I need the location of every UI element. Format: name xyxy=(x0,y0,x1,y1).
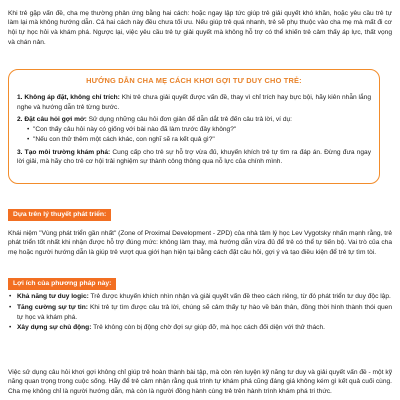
closing-paragraph: Việc sử dụng câu hỏi khơi gợi không chỉ giúp trẻ hoàn thành bài tập, mà còn rèn luyện kỹ năng tư duy và giải quyết vấn đề - một kỹ năng quan trọng trong cuộc sống. Hãy để trẻ cảm nhận rằng quá trình tự khám phá cũng đáng giá không kém gì kết quả cuối cùng. Cha mẹ không chỉ là người hướng dẫn, mà còn là người đồng hành cùng trẻ trên hành trình khám phá tri thức. xyxy=(8,368,392,396)
benefit-text: Khi trẻ tự tìm được câu trả lời, chúng sẽ cảm thấy tự hào về bản thân, đồng thời hình thành thói quen tự học và khám phá. xyxy=(17,303,392,321)
callout-item-2 xyxy=(17,115,371,125)
example-question-text: "Nếu con thử thêm một cách khác, con nghĩ sẽ ra kết quả gì?" xyxy=(32,135,215,143)
callout-item-text: Sử dụng những câu hỏi đơn giản để dẫn dắt trẻ đến câu trả lời, ví dụ: xyxy=(86,116,292,124)
callout-title: HƯỚNG DẪN CHA MẸ CÁCH KHƠI GỢI TƯ DUY CHO TRẺ: xyxy=(86,76,302,85)
benefit-label: Xây dựng sự chủ động: xyxy=(17,324,92,332)
example-question-text: "Con thấy câu hỏi này có giống với bài nào đã làm trước đây không?" xyxy=(32,126,237,134)
callout-item-1 xyxy=(17,93,371,113)
callout-item-3 xyxy=(17,148,371,168)
benefit-label: Tăng cường sự tự tin: xyxy=(17,303,88,311)
theory-paragraph: Khái niệm "Vùng phát triển gần nhất" (Zone of Proximal Development - ZPD) của nhà tâm lý học Lev Vygotsky nhấn mạnh rằng, trẻ phát triển tốt nhất khi nhận được hỗ trợ đúng mức: không làm thay, mà hướng dẫn vừa đủ để trẻ có thể tự tiến bộ. Vai trò của cha mẹ hoặc người hướng dẫn là giúp trẻ vượt qua giới hạn hiện tại bằng cách đặt câu hỏi, gợi ý và tạo điều kiện để trẻ tự tìm tòi. xyxy=(8,229,392,257)
intro-paragraph: Khi trẻ gặp vấn đề, cha mẹ thường phản ứng bằng hai cách: hoặc ngay lập tức giúp trẻ giải quyết khó khăn, hoặc yêu cầu trẻ tự làm lại mà không hướng dẫn. Cả hai cách này đều chưa tối ưu. Nếu giúp trẻ quá nhanh, trẻ sẽ phụ thuộc vào cha mẹ mà mất đi cơ hội tự học hỏi và khám phá. Ngược lại, việc yêu cầu trẻ tự giải quyết mà không hỗ trợ có thể khiến trẻ cảm thấy áp lực, thất vọng và chán nản. xyxy=(8,9,392,46)
benefits-list xyxy=(8,292,392,334)
callout-item-label: 2. Đặt câu hỏi gợi mở: xyxy=(17,116,87,124)
callout-item-text: Khi trẻ chưa giải quyết được vấn đề, thay vì chỉ trích hay bực bội, hãy kiên nhẫn lắng nghe và hướng dẫn trẻ từng bước. xyxy=(17,93,371,111)
callout-item-text: Cung cấp cho trẻ sự hỗ trợ vừa đủ, khuyến khích trẻ tự tìm ra đáp án. Đừng đưa ngay lời giải, mà hãy cho trẻ cơ hội trải nghiệm sự thành công thông qua nỗ lực của chính mình. xyxy=(17,148,371,166)
example-question-2: • "Nếu con thử thêm một cách khác, con nghĩ sẽ ra kết quả gì?" xyxy=(27,135,215,143)
benefit-text: Trẻ không còn bị động chờ đợi sự giúp đỡ, mà học cách đối diện với thử thách. xyxy=(91,324,325,332)
benefit-text: Trẻ được khuyến khích nhìn nhận và giải quyết vấn đề theo cách riêng, từ đó phát triển tư duy độc lập. xyxy=(88,293,391,300)
example-question-1: • "Con thấy câu hỏi này có giống với bài nào đã làm trước đây không?" xyxy=(27,126,237,134)
callout-item-label: 3. Tạo môi trường khám phá: xyxy=(17,148,111,156)
section-heading-benefits: Lợi ích của phương pháp này: xyxy=(8,278,116,290)
guidance-callout-box xyxy=(8,69,380,184)
benefit-label: Khả năng tư duy logic: xyxy=(17,293,89,300)
section-heading-theory: Dựa trên lý thuyết phát triển: xyxy=(8,209,111,221)
list-item xyxy=(8,292,392,302)
callout-item-label: 1. Không áp đặt, không chỉ trích: xyxy=(17,93,120,101)
list-item xyxy=(8,303,392,323)
list-item xyxy=(8,323,392,333)
